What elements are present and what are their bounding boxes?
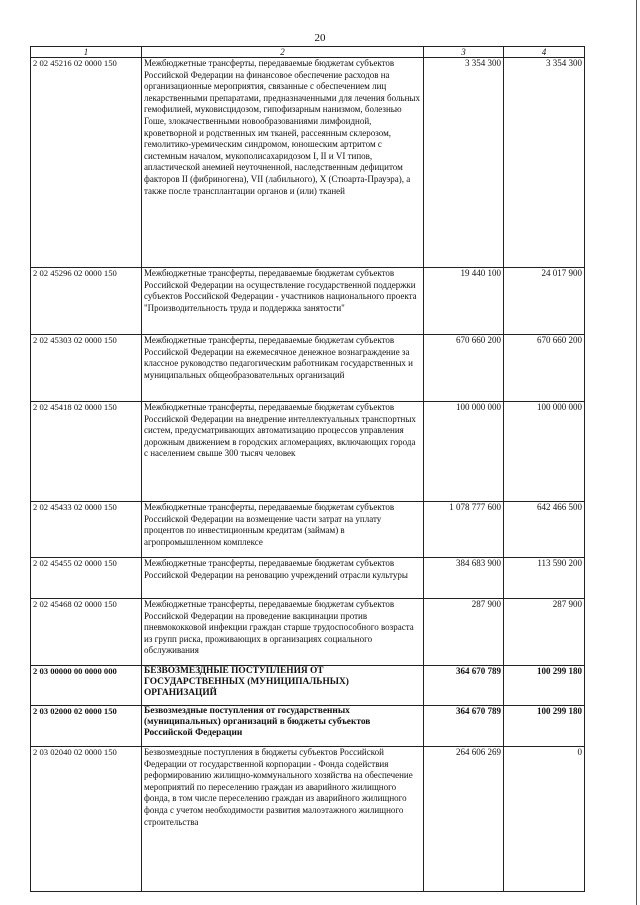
table-row [31,402,585,502]
row-amount-year1: 364 670 789 [424,706,504,747]
table-row [31,706,585,747]
row-amount-year2: 100 299 180 [504,706,585,747]
row-amount-year1: 384 683 900 [424,558,504,599]
row-description: Межбюджетные трансферты, передаваемые бюджетам субъектов Российской Федерации на финансовое обеспечение расходов на организационные мероприятия, связанные с обеспечением лиц лекарственными препаратами, предназначенными для лечения больных гемофилией, муковисцидозом, гипофизарным нанизмом, болезнью Гоше, злокачественными новообразованиями лимфоидной, кроветворной и родственных им тканей, рассеянным склерозом, гемолитико-уремическим синдромом, юношеским артритом с системным началом, мукополисахаридозом I, II и VI типов, апластической анемией неуточненной, наследственным дефицитом факторов II (фибриногена), VII (лабильного), X (Стюарта-Прауэра), а также после трансплантации органов и (или) тканей [142,58,424,268]
row-amount-year1: 287 900 [424,599,504,666]
row-description: Межбюджетные трансферты, передаваемые бюджетам субъектов Российской Федерации на осуществление государственной поддержки субъектов Российской Федерации - участников национального проекта "Производительность труда и поддержка занятости" [142,268,424,335]
column-header-code: 1 [31,47,142,58]
row-amount-year1: 100 000 000 [424,402,504,502]
row-code: 2 02 45216 02 0000 150 [31,58,142,268]
row-code: 2 02 45418 02 0000 150 [31,402,142,502]
row-amount-year2: 100 000 000 [504,402,585,502]
row-code: 2 02 45303 02 0000 150 [31,335,142,402]
row-amount-year1: 1 078 777 600 [424,502,504,558]
row-amount-year1: 19 440 100 [424,268,504,335]
row-amount-year2: 670 660 200 [504,335,585,402]
row-description: Безвозмездные поступления в бюджеты субъектов Российской Федерации от государственной корпорации - Фонда содействия реформированию жилищно-коммунального хозяйства на обеспечение мероприятий по переселению граждан из аварийного жилищного фонда, в том числе переселению граждан из аварийного жилищного фонда с учетом необходимости развития малоэтажного жилищного строительства [142,747,424,892]
row-amount-year1: 364 670 789 [424,666,504,706]
table-row [31,599,585,666]
row-description: Межбюджетные трансферты, передаваемые бюджетам субъектов Российской Федерации на проведение вакцинации против пневмококковой инфекции граждан старше трудоспособного возраста из групп риска, проживающих в организациях социального обслуживания [142,599,424,666]
row-amount-year2: 113 590 200 [504,558,585,599]
column-header-description: 2 [142,47,424,58]
table-row [31,666,585,706]
row-amount-year2: 287 900 [504,599,585,666]
table-row [31,58,585,268]
row-description: Безвозмездные поступления от государственных (муниципальных) организаций в бюджеты субъектов Российской Федерации [142,706,424,747]
page-number: 20 [314,32,326,44]
row-amount-year2: 642 466 500 [504,502,585,558]
row-code: 2 02 45455 02 0000 150 [31,558,142,599]
row-amount-year1: 670 660 200 [424,335,504,402]
row-code: 2 03 02040 02 0000 150 [31,747,142,892]
column-header-amount-year1: 3 [424,47,504,58]
table-row [31,747,585,892]
row-amount-year2: 100 299 180 [504,666,585,706]
row-amount-year1: 3 354 300 [424,58,504,268]
row-code: 2 02 45296 02 0000 150 [31,268,142,335]
table-row [31,268,585,335]
row-amount-year1: 264 606 269 [424,747,504,892]
table-row [31,335,585,402]
budget-table [30,46,585,892]
row-code: 2 03 02000 02 0000 150 [31,706,142,747]
row-amount-year2: 24 017 900 [504,268,585,335]
page-edge-line [636,0,637,905]
table-row [31,558,585,599]
row-amount-year2: 0 [504,747,585,892]
row-description: Межбюджетные трансферты, передаваемые бюджетам субъектов Российской Федерации на возмещение части затрат на уплату процентов по инвестиционным кредитам (займам) в агропромышленном комплексе [142,502,424,558]
column-header-amount-year2: 4 [504,47,585,58]
row-description: БЕЗВОЗМЕЗДНЫЕ ПОСТУПЛЕНИЯ ОТ ГОСУДАРСТВЕННЫХ (МУНИЦИПАЛЬНЫХ) ОРГАНИЗАЦИЙ [142,666,424,706]
row-code: 2 02 45433 02 0000 150 [31,502,142,558]
table-row [31,502,585,558]
row-amount-year2: 3 354 300 [504,58,585,268]
row-description: Межбюджетные трансферты, передаваемые бюджетам субъектов Российской Федерации на ежемесячное денежное вознаграждение за классное руководство педагогическим работникам государственных и муниципальных общеобразовательных организаций [142,335,424,402]
row-code: 2 02 45468 02 0000 150 [31,599,142,666]
row-description: Межбюджетные трансферты, передаваемые бюджетам субъектов Российской Федерации на реновацию учреждений отрасли культуры [142,558,424,599]
table-header-row [31,47,585,58]
row-description: Межбюджетные трансферты, передаваемые бюджетам субъектов Российской Федерации на внедрение интеллектуальных транспортных систем, предусматривающих автоматизацию процессов управления дорожным движением в городских агломерациях, включающих города с населением свыше 300 тысяч человек [142,402,424,502]
row-code: 2 03 00000 00 0000 000 [31,666,142,706]
